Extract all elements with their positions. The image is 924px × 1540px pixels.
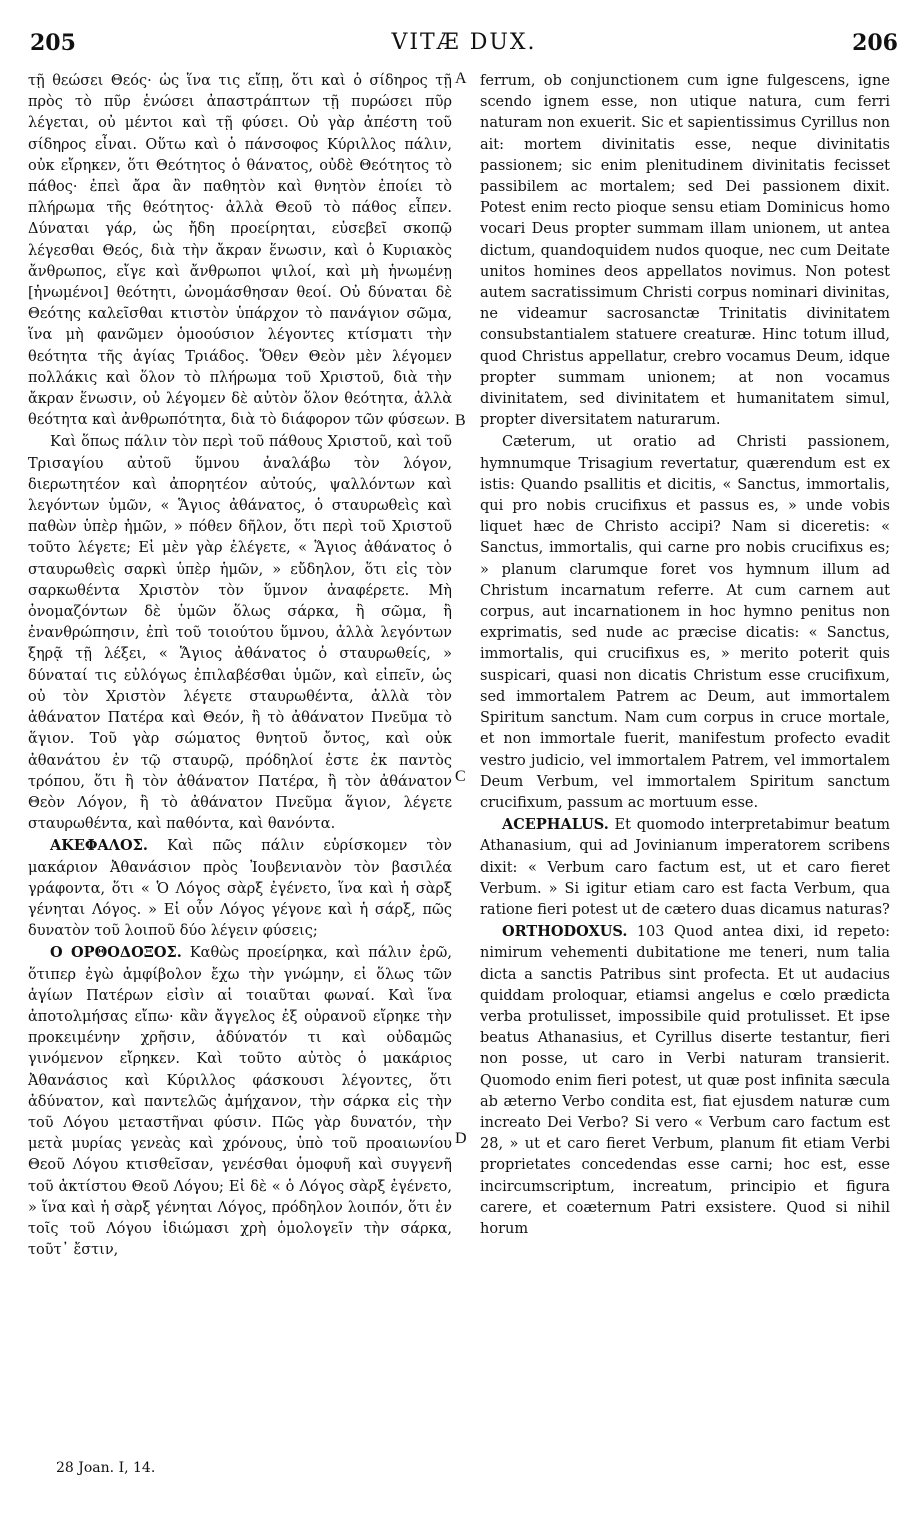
latin-paragraph — [480, 431, 890, 814]
greek-paragraph — [28, 431, 452, 835]
greek-paragraph — [28, 70, 452, 431]
margin-letter-c: C — [455, 768, 466, 785]
paragraph-text: 103 Quod antea dixi, id repeto: nimirum vehementi dubitatione me teneri, num talia dicta a sanctis Patribus sint profecta. Et ut audacius quiddam proloquar, etiamsi angelus e cœlo prædicta verba protulisset, impossibile quid protulisset. Et ipse beatus Athanasius, et Cyrillus diserte testantur, fieri non posse, ut caro in Verbi naturam transierit. Quomodo enim fieri potest, ut quæ post infinita sæcula ab æterno Verbo condita est, fiat ejusdem naturæ cum increato Dei Verbo? Si vero « Verbum caro factum est 28, » ut et caro fieret Verbum, planum fit etiam Verbi proprietates concedendas esse carni; hoc est, esse incircumscriptum, increatum, principio et figura carere, et coæternum Patri exsistere. Quod si nihil horum — [480, 924, 891, 1237]
running-title: VITÆ DUX. — [391, 30, 537, 55]
running-header — [30, 30, 898, 60]
greek-column — [28, 70, 452, 1261]
margin-letter-b: B — [455, 412, 466, 429]
speaker-label: Ο ΟΡΘΟΔΟΞΟΣ. — [50, 944, 182, 962]
page-number-left: 205 — [30, 30, 76, 56]
latin-column — [480, 70, 890, 1240]
page-number-right: 206 — [852, 30, 898, 56]
footnote: 28 Joan. I, 14. — [56, 1460, 156, 1476]
greek-paragraph — [28, 835, 452, 942]
speaker-label: ACEPHALUS. — [502, 816, 609, 834]
paragraph-text: Cæterum, ut oratio ad Christi passionem, hymnumque Trisagium revertatur, quærendum est ex istis: Quando psallitis et dicitis, « Sanctus, immortalis, qui pro nobis crucifixus et passus es, » unde vobis liquet hæc de Christo accipi? Nam si diceretis: « Sanctus, immortalis, qui carne pro nobis crucifixus es; » planum clarumque foret vos hymnum illum ad Christum incarnatum referre. At cum carnem aut corpus, aut incarnationem in hoc hymno penitus non exprimatis, sed nude ac præcise dicatis: « Sanctus, immortalis, qui crucifixus es, » merito poterit quis suspicari, quasi non dicatis Christum esse crucifixum, sed immortalem Patrem ac Deum, aut immortalem Spiritum sanctum. Nam cum corpus in cruce mortale, et non immortale fuerit, manifestum profecto evadit vestro judicio, vel immortalem Patrem, vel immortalem Deum Verbum, vel immortalem Spiritum sanctum crucifixum, passum ac mortuum esse. — [480, 434, 890, 811]
paragraph-text: Καὶ πῶς πάλιν εὑρίσκομεν τὸν μακάριον Ἀθανάσιον πρὸς Ἰουβενιανὸν τὸν βασιλέα γράφοντα, ὅτι « Ὁ Λόγος σὰρξ ἐγένετο, ἵνα καὶ ἡ σὰρξ γένηται Λόγος. » Εἰ οὖν Λόγος γέγονε καὶ ἡ σάρξ, πῶς δυνατὸν τοῦ λοιποῦ δύο λέγειν φύσεις; — [28, 838, 452, 940]
latin-paragraph — [480, 921, 890, 1240]
margin-letter-a: A — [455, 70, 467, 87]
paragraph-text: Καὶ ὅπως πάλιν τὸν περὶ τοῦ πάθους Χριστοῦ, καὶ τοῦ Τρισαγίου αὐτοῦ ὕμνου ἀναλάβω τὸν λόγον, διερωτητέον καὶ ἀπορητέον αὐτούς, ψαλλόντων καὶ λεγόντων ὑμῶν, « Ἅγιος ἀθάνατος, ὁ σταυρωθεὶς καὶ παθὼν ὑπὲρ ἡμῶν, » πόθεν δῆλον, ὅτι περὶ τοῦ Χριστοῦ τοῦτο λέγετε; Εἰ μὲν γὰρ ἐλέγετε, « Ἅγιος ἀθάνατος ὁ σταυρωθεὶς σαρκὶ ὑπὲρ ἡμῶν, » εὔδηλον, ὅτι εἰς τὸν σαρκωθέντα Χριστὸν τὸν ὕμνον ἀναφέρετε. Μὴ ὀνομαζόντων δὲ ὑμῶν ὅλως σάρκα, ἢ σῶμα, ἢ ἐνανθρώπησιν, ἐπὶ τοῦ τοιούτου ὕμνου, ἀλλὰ λεγόντων ξηρᾷ τῇ λέξει, « Ἅγιος ἀθάνατος ὁ σταυρωθείς, » δύναταί τις εὐλόγως ἐπιλαβέσθαι ὑμῶν, καὶ εἰπεῖν, ὡς οὐ τὸν Χριστὸν λέγετε σταυρωθέντα, ἀλλὰ τὸν ἀθάνατον Πατέρα καὶ Θεόν, ἢ τὸ ἀθάνατον Πνεῦμα τὸ ἅγιον. Τοῦ γὰρ σώματος θνητοῦ ὄντος, καὶ οὐκ ἀθανάτου ἐν τῷ σταυρῷ, πρόδηλοί ἐστε ἐκ παντὸς τρόπου, ὅτι ἢ τὸν ἀθάνατον Πατέρα, ἢ τὸν ἀθάνατον Θεὸν Λόγον, ἢ τὸ ἀθάνατον Πνεῦμα ἅγιον, λέγετε σταυρωθέντα, καὶ παθόντα, καὶ θανόντα. — [28, 434, 452, 833]
paragraph-text: Et quomodo interpretabimur beatum Athanasium, qui ad Jovinianum imperatorem scribens dixit: « Verbum caro factum est, ut et caro fieret Verbum. » Si igitur etiam caro est facta Verbum, qua ratione fieri potest ut de cætero duas dicamus naturas? — [480, 817, 890, 918]
paragraph-text: Καθὼς προείρηκα, καὶ πάλιν ἐρῶ, ὅτιπερ ἐγὼ ἀμφίβολον ἔχω τὴν γνώμην, εἰ ὅλως τῶν ἁγίων Πατέρων εἰσὶν αἱ τοιαῦται φωναί. Καὶ ἵνα ἀποτολμήσας εἴπω· κἂν ἄγγελος ἐξ οὐρανοῦ εἴρηκε τὴν προκειμένην χρῆσιν, ἀδύνατόν τι καὶ οὐδαμῶς γινόμενον εἴρηκεν. Καὶ τοῦτο αὐτὸς ὁ μακάριος Ἀθανάσιος καὶ Κύριλλος φάσκουσι λέγοντες, ὅτι ἀδύνατον, καὶ παντελῶς ἀμήχανον, τὴν σάρκα εἰς τὴν τοῦ Λόγου μεταστῆναι φύσιν. Πῶς γὰρ δυνατόν, τὴν μετὰ μυρίας γενεὰς καὶ χρόνους, ὑπὸ τοῦ προαιωνίου Θεοῦ Λόγου κτισθεῖσαν, γενέσθαι ὁμοφυῆ καὶ συγγενῆ τοῦ ἀκτίστου Θεοῦ Λόγου; Εἰ δὲ « ὁ Λόγος σὰρξ ἐγένετο, » ἵνα καὶ ἡ σὰρξ γένηται Λόγος, πρόδηλον λοιπόν, ὅτι ἐν τοῖς τοῦ Λόγου ἰδιώμασι χρὴ ὁμολογεῖν τὴν σάρκα, τοῦτ᾽ ἔστιν, — [28, 945, 452, 1259]
paragraph-text: τῇ θεώσει Θεός· ὡς ἵνα τις εἴπῃ, ὅτι καὶ ὁ σίδηρος τῇ πρὸς τὸ πῦρ ἑνώσει ἀπαστράπτων τῇ πυρώσει πῦρ λέγεται, οὐ μέντοι καὶ τῇ φύσει. Οὐ γὰρ ἀπέστη τοῦ σίδηρος εἶναι. Οὕτω καὶ ὁ πάνσοφος Κύριλλος πάλιν, οὐκ εἴρηκεν, ὅτι Θεότητος ὁ θάνατος, οὐδὲ Θεότητος τὸ πάθος· ἐπεὶ ἄρα ἂν παθητὸν καὶ θνητὸν ἐποίει τὸ πλήρωμα τῆς θεότητος· ἀλλὰ Θεοῦ τὸ πάθος εἶπεν. Δύναται γάρ, ὡς ἤδη προείρηται, εὐσεβεῖ σκοπῷ λέγεσθαι Θεός, διὰ τὴν ἄκραν ἕνωσιν, καὶ ὁ Κυριακὸς ἄνθρωπος, εἴγε καὶ ἄνθρωποι ψιλοί, καὶ μὴ ἡνωμένῃ [ἡνωμένοι] θεότητι, ὠνομάσθησαν θεοί. Οὐ δύναται δὲ Θεότης καλεῖσθαι κτιστὸν ὑπάρχον τὸ πανάγιον σῶμα, ἵνα μὴ φανῶμεν ὁμοούσιον λέγοντες κτίσματι τὴν θεότητα τῆς ἁγίας Τριάδος. Ὅθεν Θεὸν μὲν λέγομεν πολλάκις καὶ ὅλον τὸ πλήρωμα τοῦ Χριστοῦ, διὰ τὴν ἄκραν ἕνωσιν, οὐ λέγομεν δὲ αὐτὸν ὅλον θεότητα, ἀλλὰ θεότητα καὶ ἀνθρωπότητα, διὰ τὸ διάφορον τῶν φύσεων. — [28, 73, 452, 429]
speaker-label: ΑΚΕΦΑΛΟΣ. — [50, 837, 148, 855]
paragraph-text: ferrum, ob conjunctionem cum igne fulgescens, igne scendo ignem esse, non utique natura, cum ferri naturam non exuerit. Sic et sapientissimus Cyrillus non ait: mortem divinitatis esse, neque divinitatis passionem; sic enim plenitudinem divinitatis fecisset passibilem ac mortalem; sed Dei passionem dixit. Potest enim recto pioque sensu etiam Dominicus homo vocari Deus propter summam illam unionem, ut antea dictum, quandoquidem nudos quoque, nec cum Deitate unitos homines deos appellatos novimus. Non potest autem sacratissimum Christi corpus nominari divinitas, ne videamur sacrosanctæ Trinitatis divinitatem consubstantialem statuere creaturæ. Hinc totum illud, quod Christus appellatur, crebro vocamus Deum, idque propter summam unionem; at non vocamus divinitatem, sed divinitatem et humanitatem simul, propter diversitatem naturarum. — [480, 73, 890, 429]
latin-paragraph — [480, 70, 890, 431]
greek-paragraph — [28, 942, 452, 1261]
speaker-label: ORTHODOXUS. — [502, 923, 628, 941]
latin-paragraph — [480, 814, 890, 921]
margin-letter-d: D — [455, 1130, 467, 1147]
